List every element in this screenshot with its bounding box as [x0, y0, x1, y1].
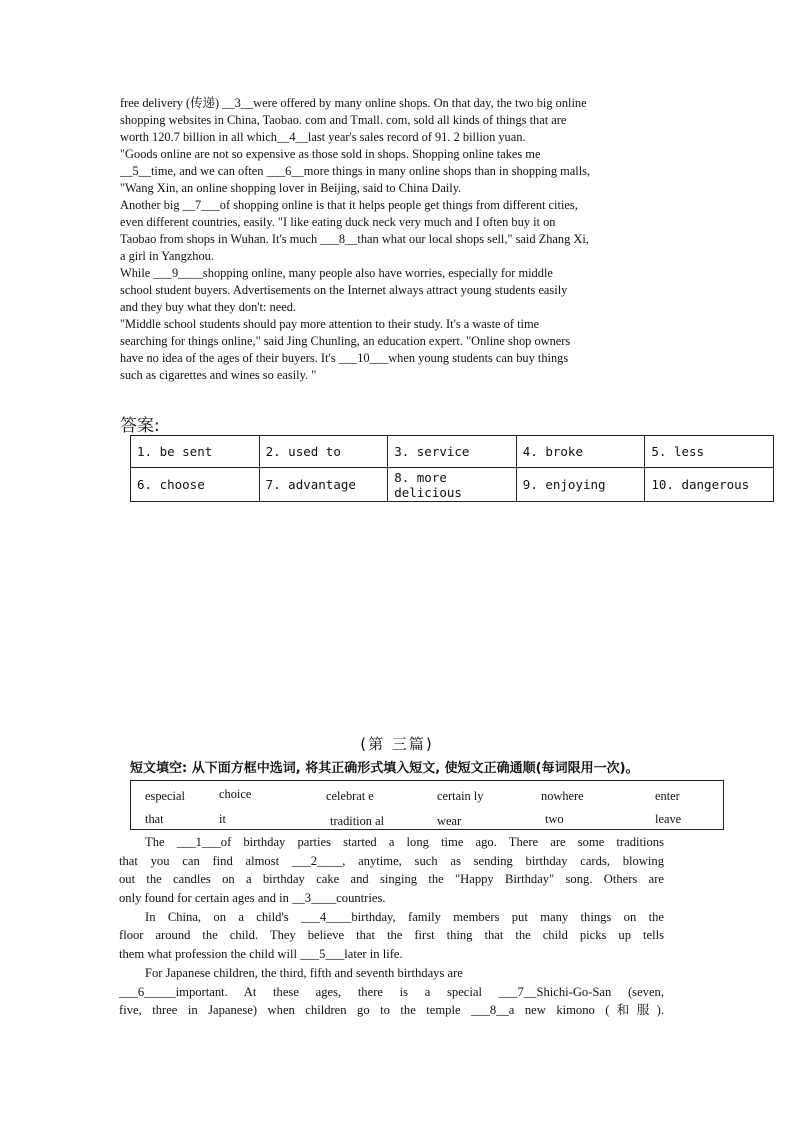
table-row [131, 436, 774, 468]
word-bank-item: it [219, 812, 226, 826]
word-bank-item: two [545, 812, 564, 826]
passage-line: and they buy what they don't: need. [120, 300, 297, 314]
passage-line: "Wang Xin, an online shopping lover in Beijing, said to China Daily. [120, 181, 462, 195]
word-bank-item: that [145, 812, 164, 826]
answer-cell: 10. dangerous [645, 468, 774, 502]
table-row [131, 468, 774, 502]
answer-cell: 5. less [645, 436, 774, 468]
answers-heading: 答案: [120, 416, 160, 436]
passage-line: five, three in Japanese) when children go to the temple ___8__a new kimono (和服). [119, 1003, 664, 1018]
answer-cell: 2. used to [259, 436, 388, 468]
word-bank-item: certain ly [437, 789, 484, 803]
passage-line: "Middle school students should pay more attention to their study. It's a waste of time [120, 317, 540, 331]
passage-line: such as cigarettes and wines so easily. " [120, 368, 317, 382]
word-bank-item: nowhere [541, 789, 584, 803]
passage-line: In China, on a child's ___4____birthday, family members put many things on the [145, 909, 664, 924]
passage-two-text [120, 95, 680, 384]
word-bank-box [130, 780, 724, 830]
word-bank-item: wear [437, 814, 462, 828]
word-bank-item: especial [145, 789, 185, 803]
passage-line: __5__time, and we can often ___6__more things in many online shops than in shopping malls, [120, 164, 591, 178]
passage-line: out the candles on a birthday cake and singing the "Happy Birthday" song. Others are [119, 872, 664, 887]
passage-three-text [119, 833, 664, 1020]
passage-line: Another big __7___of shopping online is that it helps people get things from different cities, [120, 198, 578, 212]
word-bank-item: choice [219, 787, 252, 801]
answers-table [130, 435, 774, 502]
answer-cell: 8. more delicious [388, 468, 517, 502]
passage-line: shopping websites in China, Taobao. com and Tmall. com, sold all kinds of things that are [120, 113, 567, 127]
passage-line: a girl in Yangzhou. [120, 249, 214, 263]
answer-cell: 3. service [388, 436, 517, 468]
passage-line: Taobao from shops in Wuhan. It's much ___8__than what our local shops sell," said Zhang Xi, [120, 232, 589, 246]
word-bank-item: enter [655, 789, 680, 803]
passage-line: floor around the child. They believe that the first thing that the child picks up tells [119, 928, 664, 943]
passage-line: them what profession the child will ___5___later in life. [119, 947, 403, 962]
passage-line: worth 120.7 billion in all which__4__last year's sales record of 91. 2 billion yuan. [120, 130, 526, 144]
passage-line: school student buyers. Advertisements on the Internet always attract young students easily [120, 283, 568, 297]
passage-line: searching for things online," said Jing Chunling, an education expert. "Online shop owners [120, 334, 571, 348]
passage-line: have no idea of the ages of their buyers. It's ___10___when young students can buy things [120, 351, 569, 365]
section-instruction: 短文填空: 从下面方框中选词, 将其正确形式填入短文, 使短文正确通顺(每词限用一次)。 [130, 761, 639, 776]
answer-cell: 6. choose [131, 468, 260, 502]
passage-line: only found for certain ages and in __3____countries. [119, 891, 386, 906]
word-bank-item: leave [655, 812, 682, 826]
answer-cell: 7. advantage [259, 468, 388, 502]
passage-line: that you can find almost ___2____, anytime, such as sending birthday cards, blowing [119, 853, 664, 868]
passage-line: ___6_____important. At these ages, there is a special ___7__Shichi-Go-San (seven, [119, 984, 664, 999]
word-bank-item: tradition al [330, 814, 385, 828]
answer-cell: 4. broke [516, 436, 645, 468]
answer-cell: 1. be sent [131, 436, 260, 468]
passage-line: The ___1___of birthday parties started a long time ago. There are some traditions [145, 835, 664, 849]
passage-line: even different countries, easily. "I like eating duck neck very much and I often buy it on [120, 215, 556, 229]
answer-cell: 9. enjoying [516, 468, 645, 502]
passage-line: For Japanese children, the third, fifth and seventh birthdays are [145, 965, 463, 980]
word-bank-item: celebrat e [326, 789, 374, 803]
section-title: (第 三篇) [360, 735, 434, 753]
passage-line: free delivery (传递) __3__were offered by many online shops. On that day, the two big online [120, 96, 587, 110]
passage-line: While ___9____shopping online, many people also have worries, especially for middle [120, 266, 553, 280]
passage-line: "Goods online are not so expensive as those sold in shops. Shopping online takes me [120, 147, 541, 161]
